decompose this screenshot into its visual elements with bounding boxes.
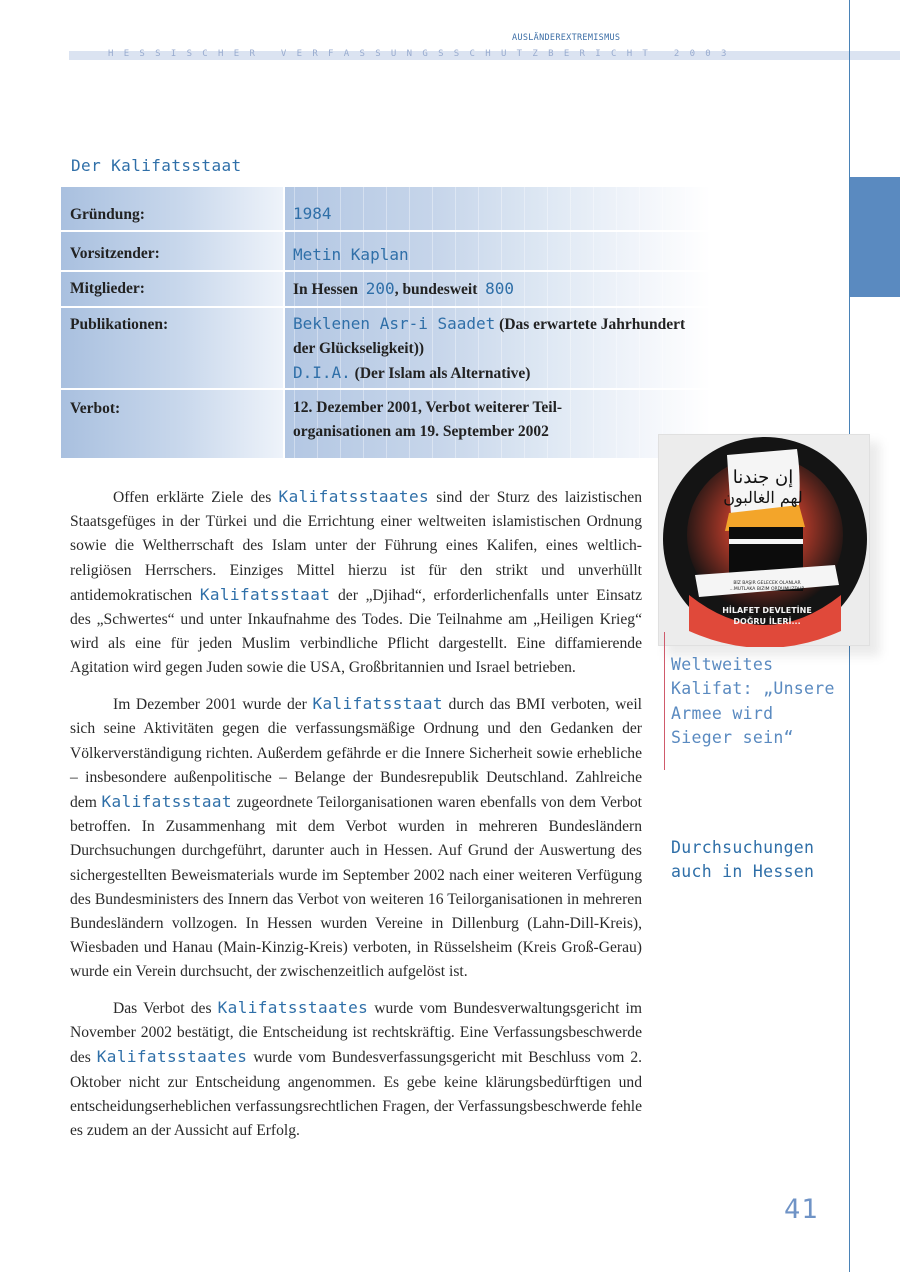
keyword: Kalifatsstaates	[96, 1047, 248, 1067]
chairman-name: Metin Kaplan	[293, 245, 409, 264]
svg-text:DOĞRU İLERİ...: DOĞRU İLERİ...	[733, 617, 801, 626]
fact-value	[285, 232, 711, 270]
fact-key: Vorsitzender:	[61, 232, 283, 270]
margin-note: Durchsuchungen auch in Hessen	[671, 838, 815, 882]
text: Im Dezember 2001 wurde der	[113, 696, 313, 714]
fact-row-founding	[61, 187, 711, 230]
emblem-icon	[659, 435, 871, 647]
fact-key: Publikationen:	[61, 308, 283, 388]
text: Offen erklärte Ziele des	[113, 489, 279, 506]
svg-text:...MUTLAKA BIZIM ORDUMUZDUR: ...MUTLAKA BIZIM ORDUMUZDUR	[729, 587, 805, 592]
text: Das Verbot des	[113, 1000, 218, 1018]
fact-row-ban	[61, 390, 711, 458]
fact-table	[61, 187, 711, 460]
keyword: Kalifatsstaat	[312, 694, 443, 714]
text: durch das BMI verboten, weil sich seine Aktivitäten gegen die verfassungsmäßige Ordnung und den Gedanken der Völkerverständigung richten. Außerdem gefährde er die Innere Sicherheit sowie erhebliche – insbesondere außenpolitische – Belange der Bundesrepublik Deutschland. Zahlreiche dem	[70, 696, 642, 811]
text: wurde vom Bundesverfassungsgericht mit Beschluss vom 2. Oktober nicht zur Entscheidung angenommen. Es gebe keine klärungsbedürftigen und entscheidungserheblichen verfassungsrechtlichen Fragen, der Verfassungsbeschwerde fehle es zudem an der Aussicht auf Erfolg.	[70, 1049, 643, 1140]
publication-1-desc: (Das erwartete Jahrhundert der Glückseligkeit))	[293, 316, 686, 357]
members-prefix: In Hessen	[293, 281, 359, 298]
svg-text:BİZ BAŞIR GELECEK OLANLAR: BİZ BAŞIR GELECEK OLANLAR	[733, 581, 801, 586]
text: der „Djihad“, erforderlichenfalls unter Einsatz des „Schwertes“ und unter Inkaufnahme des Todes. Die Teilnahme am „Heiligen Krieg“ wird als eine für jeden Muslim verbindliche Pflicht dargestellt. Eine diffamierende Agitation wird gegen Juden sowie die USA, Großbritannien und Israel betrieben.	[70, 586, 642, 677]
fact-row-members	[61, 272, 711, 306]
caption-rule	[664, 632, 665, 770]
fact-row-chairman	[61, 232, 711, 270]
svg-text:لهم الغالبون: لهم الغالبون	[723, 488, 803, 507]
fact-value	[285, 272, 711, 306]
fact-value	[285, 187, 711, 230]
members-hessen: 200	[365, 279, 395, 298]
section-label: AUSLÄNDEREXTREMISMUS	[512, 33, 621, 43]
fact-value	[285, 308, 711, 388]
paragraph-2	[70, 692, 642, 984]
founding-year: 1984	[293, 204, 332, 223]
text: sind der Sturz des laizistischen Staatsgefüges in der Türkei und die Errichtung einer weltweiten islamistischen Ordnung sowie die Weltherrschaft des Islam unter der Führung eines Kalifen, eines weltlich-religiösen Herrschers. Einziges Mittel hierzu ist für den strikt und unverhüllt antidemokratischen	[70, 489, 642, 604]
keyword: Kalifatsstaates	[278, 487, 430, 506]
fact-key: Gründung:	[61, 187, 283, 230]
emblem-photo	[658, 434, 870, 646]
fact-row-publications	[61, 308, 711, 388]
fact-key: Mitglieder:	[61, 272, 283, 306]
keyword: Kalifatsstaat	[199, 584, 331, 604]
publication-2-title: D.I.A.	[293, 363, 351, 382]
keyword: Kalifatsstaat	[101, 791, 232, 811]
text: wurde vom Bundesverwaltungsgericht im November 2002 bestätigt, die Entscheidung ist rechtskräftig. Eine Verfassungsbeschwerde des	[70, 1000, 642, 1067]
members-mid: , bundesweit	[394, 281, 478, 298]
fact-value: 12. Dezember 2001, Verbot weiterer Teil-organisationen am 19. September 2002	[285, 390, 711, 458]
svg-text:HİLAFET DEVLETİNE: HİLAFET DEVLETİNE	[722, 606, 812, 615]
paragraph-1	[70, 485, 642, 681]
keyword: Kalifatsstaates	[217, 998, 369, 1018]
body-text	[70, 485, 642, 1155]
page-number: 41	[784, 1194, 819, 1225]
image-caption: Weltweites Kalifat: „Unsere Armee wird Sieger sein“	[671, 655, 835, 747]
page-title: Der Kalifatsstaat	[71, 156, 242, 175]
members-national: 800	[485, 279, 515, 298]
text: zugeordnete Teilorganisationen waren ebenfalls von dem Verbot betroffen. In Zusammenhang mit dem Verbot wurden in mehreren Bundesländern Durchsuchungen durchgeführt, darunter auch in Hessen. Auf Grund der Auswertung des sichergestellten Beweismaterials wurde im September 2002 nach einer weiteren Verfügung des Bundesministers des Innern das Verbot von weiteren 16 Teilorganisationen in mehreren Bundesländern vollzogen. In Hessen wurden Vereine in Dillenburg (Lahn-Dill-Kreis), Wiesbaden und Hanau (Main-Kinzig-Kreis) verboten, in Rüsselsheim (Kreis Groß-Gerau) wurde ein Verein durchsucht, der zwischenzeitlich aufgelöst ist.	[70, 793, 642, 981]
fact-key: Verbot:	[61, 390, 283, 458]
svg-text:إن جندنا: إن جندنا	[732, 467, 794, 488]
publication-2-desc: (Der Islam als Alternative)	[350, 365, 531, 382]
chapter-tab	[850, 177, 900, 297]
paragraph-3	[70, 996, 642, 1143]
running-header: HESSISCHER VERFASSUNGSSCHUTZBERICHT 2003	[108, 49, 737, 59]
publication-1-title: Beklenen Asr-i Saadet	[293, 314, 496, 333]
